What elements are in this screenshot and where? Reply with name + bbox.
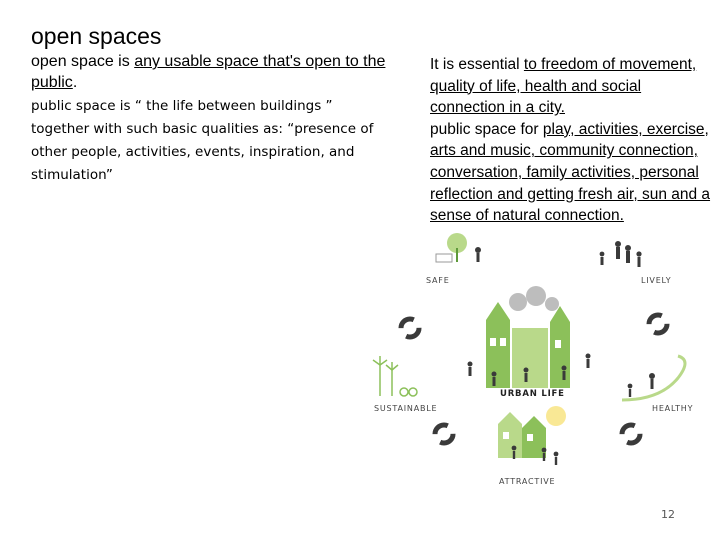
attractive-illustration bbox=[498, 406, 566, 465]
importance-text bbox=[430, 54, 720, 227]
page-number: 12 bbox=[661, 508, 675, 521]
definition-prefix: open space is bbox=[31, 53, 135, 70]
label-healthy: HEALTHY bbox=[652, 404, 694, 413]
safe-illustration bbox=[436, 233, 481, 262]
cycle-arrow-right-bottom bbox=[622, 425, 640, 443]
importance-middle: public space for bbox=[430, 120, 543, 138]
lively-illustration bbox=[600, 241, 642, 267]
label-center: URBAN LIFE bbox=[500, 389, 565, 399]
healthy-illustration bbox=[622, 356, 685, 400]
definition-text bbox=[31, 51, 391, 93]
importance-underlined-2[interactable]: play, activities, exercise, arts and music, community connection, conversation, family activities, personal reflection and getting fresh air, sun and a sense of natural connection. bbox=[430, 120, 711, 225]
label-sustainable: SUSTAINABLE bbox=[374, 404, 438, 413]
urban-life-diagram bbox=[360, 210, 720, 500]
quote-text: public space is “ the life between buildings ” together with such basic qualities as: “presence of other people, activities, events, inspiration, and stimulation” bbox=[31, 98, 374, 183]
sustainable-illustration bbox=[373, 356, 417, 396]
definition-link[interactable]: any usable space that's open to the public bbox=[31, 53, 386, 91]
cycle-arrow-left-bottom bbox=[435, 425, 453, 443]
cycle-arrow-left-top bbox=[401, 319, 419, 337]
importance-underlined-1[interactable]: to freedom of movement, quality of life, health and social connection in a city. bbox=[430, 56, 697, 117]
label-safe: SAFE bbox=[426, 276, 450, 285]
slide-title: open spaces bbox=[31, 23, 162, 49]
cycle-arrow-right-top bbox=[649, 315, 667, 333]
importance-intro: It is essential bbox=[430, 56, 524, 73]
center-city-illustration bbox=[468, 286, 591, 388]
label-lively: LIVELY bbox=[641, 276, 672, 285]
definition-suffix: . bbox=[72, 74, 78, 91]
label-attractive: ATTRACTIVE bbox=[499, 477, 556, 486]
